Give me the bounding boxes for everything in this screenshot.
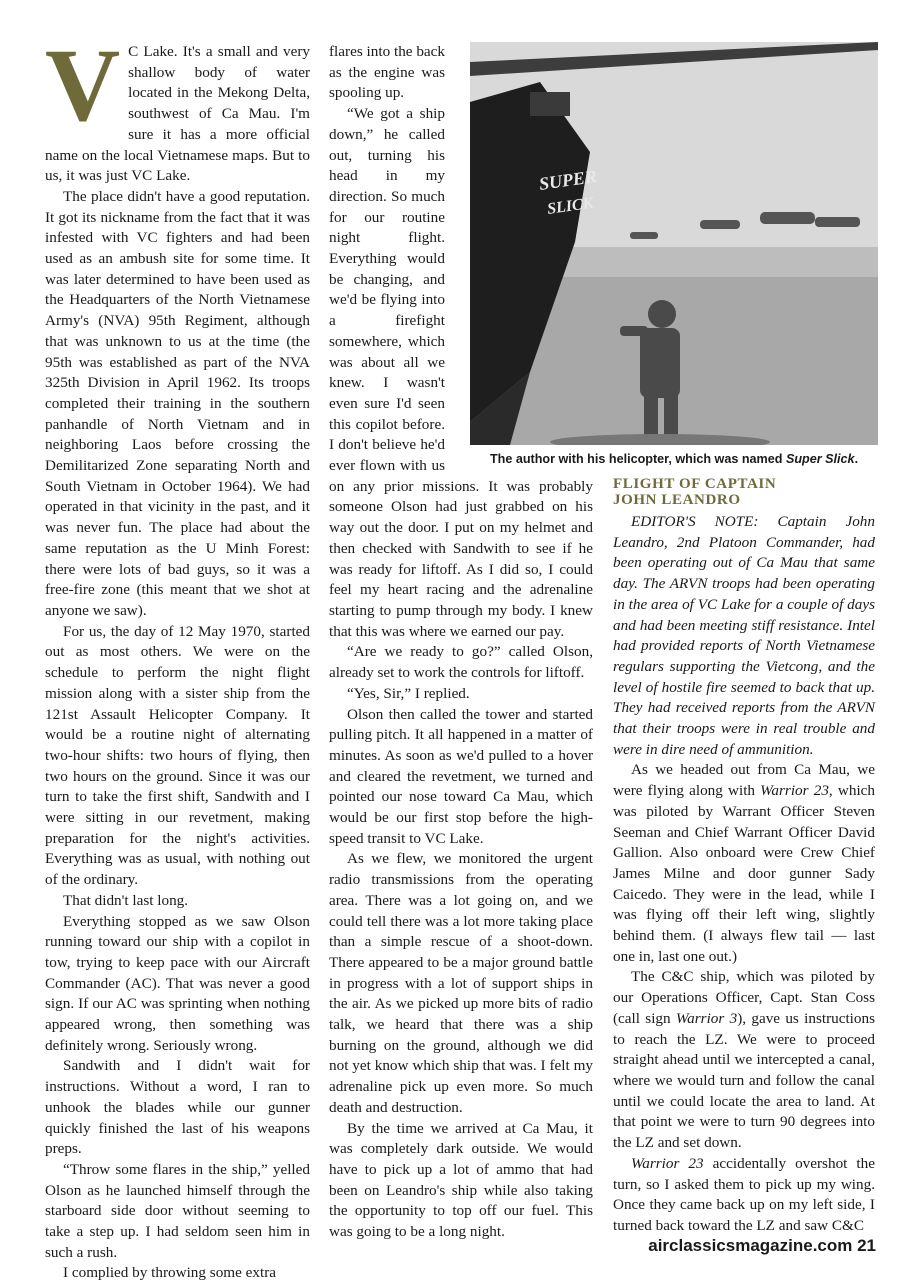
section-heading-line-2: JOHN LEANDRO — [613, 492, 741, 508]
paragraph — [613, 1154, 875, 1237]
section-heading-line-1: FLIGHT OF CAPTAIN — [613, 476, 777, 492]
text-run: , which was piloted by Warrant Officer Steven Seeman and Chief Warrant Officer David Gallion. Also onboard were Crew Chief James Milne and door gunner Sady Caicedo. They were in the lead, while I was flying off their left wing, slightly behind them. (I always flew tail — last one in, last one out.) — [613, 782, 875, 965]
paragraph: For us, the day of 12 May 1970, started out as most others. We were on the schedule to perform the night flight mission along with a sister ship from the 121st Assault Helicopter Company. It would be a routine night of alternating two-hour shifts: two hours of flying, then two hours on the ground. Since it was our turn to take the first shift, Sandwith and I were sitting in our revetment, making preparation for the night's activities. Everything was as usual, with nothing out of the ordinary. — [45, 622, 310, 889]
photo-illustration — [470, 42, 878, 445]
caption-text: The author with his helicopter, which was named — [489, 452, 786, 466]
caption-end: . — [854, 452, 859, 466]
page-footer: airclassicsmagazine.com 21 — [648, 1236, 876, 1255]
photo-caption — [470, 452, 878, 466]
paragraph: “Yes, Sir,” I replied. — [347, 684, 470, 702]
paragraph: As we flew, we monitored the urgent radio transmissions from the operating area. There was a lot going on, and we could tell there was a lot more taking place than a simple rescue of a shoot-down. There appeared to be a major ground battle in progress with a lot of support ships in the air. As we picked up more bits of radio talk, we heard that there was a ship burning on the ground, although we did not yet know which ship that was. I felt my adrenaline pick up even more. So much death and destruction. — [329, 850, 593, 1116]
paragraph: The place didn't have a good reputation. It got its nickname from the fact that it was infested with VC fighters and had been used as an ambush site for some time. It was later determined to have been used as the Headquarters of the North Vietnamese Army's (NVA) 95th Regiment, although that was unknown to us at the time (the 95th was established as part of the NVA 325th Division in April 1962. Its troops completed their training in the southern panhandle of North Vietnam and in neighboring Laos before crossing the Demilitarized Zone separating North and South Vietnam in October 1964). We had operated in that vicinity in the past, and it was never fun. The place had about the same reputation as the U Minh Forest: there were lots of bad guys, so it was a free-fire zone (this meant that we shot at anyone we saw). — [45, 187, 310, 619]
paragraph: “Are we ready to go?” called Olson, already set to work the controls for liftoff. — [329, 643, 593, 682]
helicopter-photo — [470, 42, 878, 445]
text-run: As we headed out from Ca Mau, we were flying along with — [613, 761, 875, 800]
paragraph: flares into the back as the engine was spooling up. — [329, 43, 445, 102]
callsign: Warrior 3 — [675, 1009, 738, 1027]
paragraph: C Lake. It's a small and very shallow body of water located in the Mekong Delta, southwest of Ca Mau. I'm sure it has a more official name on the local Vietnamese maps. But to us, it was just VC Lake. — [45, 43, 310, 185]
nose-text-slick: SLICK — [546, 194, 595, 218]
callsign: Warrior 23 — [760, 782, 829, 800]
paragraph: Everything stopped as we saw Olson running toward our ship with a copilot in tow, trying to keep pace with our Aircraft Commander (AC). That was never a good sign. If our AC was sprinting when nothing appeared wrong, then something was definitely wrong. Seriously wrong. — [45, 912, 310, 1054]
paragraph — [613, 967, 875, 1153]
paragraph — [613, 760, 875, 967]
text-run: The C&C ship, which was piloted by our Operations Officer, Capt. Stan Coss (call sign — [613, 968, 875, 1027]
paragraph: I complied by throwing some extra — [63, 1264, 276, 1282]
paragraph: Sandwith and I didn't wait for instructions. Without a word, I ran to unhook the blades while our gunner quickly finished the last of his weapons preps. — [45, 1057, 310, 1158]
paragraph: By the time we arrived at Ca Mau, it was completely dark outside. We would have to pick up a lot of ammo that had been on Leandro's ship while also taking the opportunity to top off our fuel. This was going to be a long night. — [329, 1119, 593, 1241]
paragraph: Olson then called the tower and started pulling pitch. It all happened in a matter of minutes. As soon as we'd pulled to a hover and cleared the revetment, we turned and pointed our nose toward Ca Mau, which would be our first stop before the high-speed transit to VC Lake. — [329, 705, 593, 847]
callsign: Warrior 23 — [631, 1154, 704, 1172]
article-column-1 — [45, 28, 310, 1284]
paragraph: “We got a ship down,” he called out, turning his head in my direction. So much for our routine night flight. Everything would be changing, and we'd be flying into a firefight somewhere, which was about all we knew. I wasn't even sure I'd seen this copilot before. I don't believe he'd ever flown with us on any prior missions. It was probably someone Olson had just grabbed on his way out the door. I put on my helmet and then checked with Sandwith to see if he was ready for liftoff. As I did so, I could feel my heart racing and the adrenaline starting to pump through my body. I knew that this was where we earned our pay. — [329, 105, 593, 640]
article-column-3 — [613, 476, 875, 1237]
paragraph: “Throw some flares in the ship,” yelled Olson as he launched himself through the starboard side door without seeming to take a step up. I had seldom seen him in such a rush. — [45, 1160, 310, 1261]
nose-text-super: SUPER — [537, 166, 599, 194]
caption-emphasis: Super Slick — [785, 452, 855, 466]
paragraph: That didn't last long. — [63, 891, 189, 909]
section-heading — [613, 476, 875, 508]
drop-cap: V — [45, 28, 121, 143]
text-run: ), gave us instructions to reach the LZ. We were to proceed straight ahead until we intercepted a canal, where we would turn and follow the canal until we could locate the area to land. At that point we were to turn 90 degrees into the LZ and set down. — [613, 1009, 876, 1152]
editors-note: EDITOR'S NOTE: Captain John Leandro, 2nd Platoon Commander, had been operating out of Ca Mau that same day. The ARVN troops had been operating in the area of VC Lake for a couple of days and had been meeting stiff resistance. Intel had provided reports of North Vietnamese regulars supporting the Vietcong, and the level of hostile fire seemed to back that up. They had received reports from the ARVN that their troops were in real trouble and were in dire need of ammunition. — [613, 513, 875, 758]
text-run: accidentally overshot the turn, so I asked them to pick up my wing. Once they came back up on my left side, I turned back toward the LZ and saw C&C — [613, 1154, 875, 1234]
